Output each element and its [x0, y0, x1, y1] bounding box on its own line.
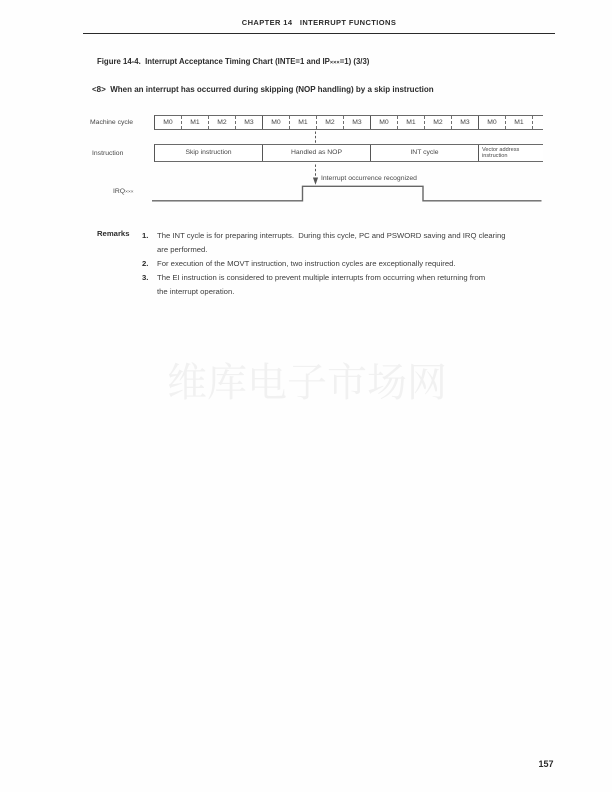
machine-cycle-cell: M2: [317, 116, 344, 129]
figure-title-suffix: =1) (3/3): [339, 57, 370, 66]
remark-item: [142, 271, 506, 299]
remark-line: For execution of the MOVT instruction, two instruction cycles are exceptionally required.: [157, 259, 456, 268]
arrow-down-icon: [313, 178, 318, 185]
remark-body: [157, 271, 485, 299]
machine-cycle-cell: M0: [155, 116, 182, 129]
irq-signal-label: [113, 188, 134, 195]
chapter-header: CHAPTER 14 INTERRUPT FUNCTIONS: [241, 18, 397, 27]
instruction-cell: Skip instruction: [155, 145, 263, 161]
vector-address-cell-line: Vector address: [482, 146, 520, 153]
irq-xxx-subscript: ×××: [125, 190, 134, 195]
page-number: 157: [538, 759, 554, 769]
header-rule: [83, 33, 555, 35]
remark-item: [142, 229, 506, 257]
remark-line: The EI instruction is considered to prevent multiple interrupts from occurring when returning from: [157, 273, 486, 282]
machine-cycle-label: Machine cycle: [90, 119, 134, 126]
remarks-items: [142, 229, 506, 299]
machine-band-stub: [533, 116, 543, 129]
machine-cycle-cell: M1: [398, 116, 425, 129]
watermark: 维库电子市场网: [167, 361, 447, 405]
machine-cycle-cell: M1: [290, 116, 317, 129]
remark-number: 1.: [142, 231, 149, 240]
remark-number: 2.: [142, 259, 149, 268]
figure-title-xxx-subscript: ×××: [329, 60, 340, 66]
instruction-cell: Handled as NOP: [263, 145, 371, 161]
remarks-label: Remarks: [97, 229, 130, 238]
machine-cycle-cell: M1: [182, 116, 209, 129]
machine-cycle-band: [154, 115, 543, 130]
machine-cycle-cell: M3: [236, 116, 263, 129]
interrupt-annotation: Interrupt occurrence recognized: [321, 175, 417, 182]
vector-address-cell-line: instruction: [482, 153, 508, 160]
machine-cycle-cell: M3: [344, 116, 371, 129]
instruction-label: Instruction: [92, 150, 124, 157]
machine-cycle-cell: M2: [425, 116, 452, 129]
machine-cycle-cell: M0: [371, 116, 398, 129]
figure-subtitle: <8> When an interrupt has occurred during skipping (NOP handling) by a skip instruction: [92, 85, 434, 94]
instruction-band: [154, 144, 543, 162]
remark-item: [142, 257, 506, 271]
machine-cycle-cell: M2: [209, 116, 236, 129]
figure-title: [97, 57, 369, 66]
remark-line: are performed.: [157, 245, 208, 254]
irq-label-text: IRQ: [113, 188, 126, 195]
machine-cycle-cell: M0: [263, 116, 290, 129]
vector-address-cell: [479, 145, 543, 161]
figure-title-text: Figure 14-4. Interrupt Acceptance Timing Chart (INTE=1 and IP: [97, 57, 330, 66]
machine-cycle-cell: M1: [506, 116, 533, 129]
remark-line: The INT cycle is for preparing interrupts. During this cycle, PC and PSWORD saving and IRQ clearing: [157, 231, 506, 240]
irq-waveform-line: [152, 186, 542, 201]
instruction-cell: INT cycle: [371, 145, 479, 161]
remark-line: the interrupt operation.: [157, 287, 235, 296]
remark-body: [157, 257, 456, 271]
machine-cycle-cell: M3: [452, 116, 479, 129]
machine-cycle-cell: M0: [479, 116, 506, 129]
remark-body: [157, 229, 506, 257]
remark-number: 3.: [142, 273, 149, 282]
